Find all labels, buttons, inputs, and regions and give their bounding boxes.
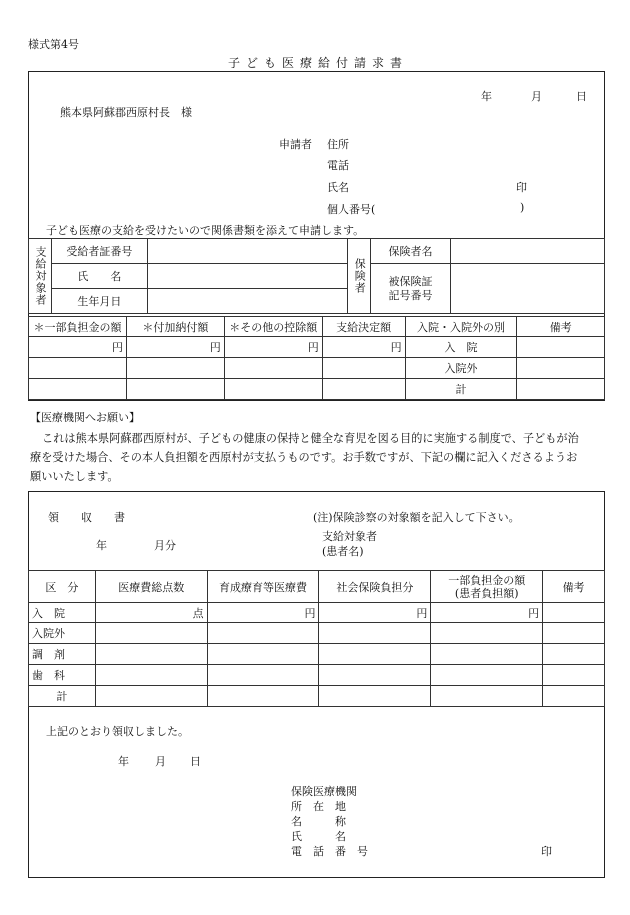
receipt-row-outpatient: 入院外 (29, 623, 96, 644)
receipt-cell[interactable] (319, 644, 431, 665)
notice-line3: 願いいたします。 (30, 470, 119, 483)
receipt-table (28, 570, 605, 707)
receipt-row-total: 計 (29, 686, 96, 707)
receipt-header-remarks: 備考 (543, 571, 605, 603)
cert-number-label: 受給者証番号 (52, 239, 148, 264)
receipt-period-year: 年 (96, 539, 107, 552)
applicant-my-number-close: ) (520, 201, 525, 214)
receipt-cell[interactable] (431, 665, 543, 686)
date-day: 日 (576, 90, 587, 103)
receipt-remarks-cell[interactable] (543, 603, 605, 623)
receipt-date-year: 年 (118, 755, 129, 768)
receipt-cell[interactable] (207, 644, 319, 665)
receipt-subject-2: (患者名) (322, 545, 364, 558)
row-inpatient: 入 院 (405, 337, 517, 358)
receipt-cell[interactable] (431, 623, 543, 644)
receipt-cell[interactable] (95, 665, 207, 686)
receipt-note: (注)保険診察の対象額を記入して下さい。 (313, 511, 520, 524)
receipt-cell[interactable] (207, 665, 319, 686)
amount-cell[interactable] (322, 358, 405, 379)
date-year: 年 (481, 90, 492, 103)
notice-line1: これは熊本県阿蘇郡西原村が、子どもの健康の保持と健全な育児を図る目的に実施する制度で、子どもが治 (42, 432, 579, 445)
person-name-label: 氏 名 (291, 830, 346, 843)
header-decided-amount: 支給決定額 (322, 317, 405, 337)
date-month: 月 (531, 90, 542, 103)
insured-cert-line1: 被保険証 (388, 274, 433, 288)
form-title: 子ども医療給付請求書 (228, 56, 409, 70)
institution-seal: 印 (541, 845, 552, 858)
receipt-cell[interactable] (431, 644, 543, 665)
receipt-cell[interactable] (207, 686, 319, 707)
receipt-cell[interactable] (95, 623, 207, 644)
yen-unit: 円 (126, 337, 224, 358)
receipt-subject-1: 支給対象者 (322, 530, 377, 543)
birth-cell[interactable] (147, 289, 348, 314)
receipt-title: 領 収 書 (48, 511, 125, 524)
row-total: 計 (405, 379, 517, 400)
receipt-remarks-cell[interactable] (543, 665, 605, 686)
location-label: 所 在 地 (291, 800, 346, 813)
receipt-cell[interactable] (319, 665, 431, 686)
applicant-seal: 印 (516, 181, 527, 194)
receipt-date-month: 月 (155, 755, 166, 768)
receipt-cell[interactable] (207, 623, 319, 644)
applicant-label: 申請者 (279, 138, 312, 151)
addressee: 熊本県阿蘇郡西原村長 様 (60, 106, 192, 119)
insured-cert-cell[interactable] (450, 264, 604, 314)
subject-table (28, 238, 605, 314)
receipt-header-partial (431, 571, 543, 603)
cert-number-cell[interactable] (147, 239, 348, 264)
amount-cell[interactable] (224, 379, 322, 400)
yen-unit: 円 (224, 337, 322, 358)
yen-unit: 円 (319, 603, 431, 623)
insured-cert-label (371, 264, 451, 314)
receipt-date-day: 日 (190, 755, 201, 768)
receipt-row-dispensing: 調 剤 (29, 644, 96, 665)
receipt-cell[interactable] (319, 686, 431, 707)
insurer-name-cell[interactable] (450, 239, 604, 264)
receipt-cell[interactable] (95, 644, 207, 665)
applicant-my-number: 個人番号( (327, 203, 376, 216)
yen-unit: 円 (322, 337, 405, 358)
header-remarks: 備考 (517, 317, 605, 337)
remarks-cell[interactable] (517, 379, 605, 400)
institution-label: 保険医療機関 (291, 785, 357, 798)
receipt-cell[interactable] (431, 686, 543, 707)
receipt-row-dental: 歯 科 (29, 665, 96, 686)
birth-label: 生年月日 (52, 289, 148, 314)
notice-title: 【医療機関へお願い】 (30, 411, 140, 424)
yen-unit: 円 (207, 603, 319, 623)
header-other-deduction: ＊その他の控除額 (224, 317, 322, 337)
telephone-label: 電 話 番 号 (291, 845, 368, 858)
insurer-name-label: 保険者名 (371, 239, 451, 264)
row-outpatient: 入院外 (405, 358, 517, 379)
received-statement: 上記のとおり領収しました。 (46, 725, 189, 738)
insured-label: 保険者 (348, 239, 371, 314)
institution-name-label: 名 称 (291, 815, 346, 828)
notice-line2: 療を受けた場合、その本人負担額を西原村が支払うものです。お手数ですが、下記の欄に記入くださるようお (30, 451, 578, 464)
receipt-header-partial-line1: 一部負担金の額 (448, 573, 526, 587)
amount-cell[interactable] (126, 358, 224, 379)
applicant-name: 氏名 (327, 181, 349, 194)
header-inpatient-type: 入院・入院外の別 (405, 317, 517, 337)
request-sentence: 子ども医療の支給を受けたいので関係書類を添えて申請します。 (46, 224, 365, 237)
header-partial-burden: ＊一部負担金の額 (29, 317, 127, 337)
receipt-row-inpatient: 入 院 (29, 603, 96, 623)
receipt-cell[interactable] (319, 623, 431, 644)
amount-cell[interactable] (29, 358, 127, 379)
receipt-header-rearing: 育成療育等医療費 (207, 571, 319, 603)
receipt-header-partial-line2: (患者負担額) (454, 586, 519, 600)
receipt-remarks-cell[interactable] (543, 644, 605, 665)
applicant-phone: 電話 (327, 159, 349, 172)
yen-unit: 円 (29, 337, 127, 358)
remarks-cell[interactable] (517, 358, 605, 379)
amount-cell[interactable] (224, 358, 322, 379)
receipt-remarks-cell[interactable] (543, 623, 605, 644)
remarks-cell[interactable] (517, 337, 605, 358)
amount-cell[interactable] (29, 379, 127, 400)
amount-cell[interactable] (126, 379, 224, 400)
amount-cell[interactable] (322, 379, 405, 400)
insured-cert-line2: 記号番号 (388, 288, 433, 302)
receipt-header-points: 医療費総点数 (95, 571, 207, 603)
yen-unit: 円 (431, 603, 543, 623)
point-unit: 点 (95, 603, 207, 623)
subject-name-label: 氏 名 (52, 264, 148, 289)
receipt-cell[interactable] (95, 686, 207, 707)
applicant-address: 住所 (327, 138, 349, 151)
receipt-remarks-cell[interactable] (543, 686, 605, 707)
subject-label: 支給対象者 (29, 239, 52, 314)
receipt-period-month: 月分 (154, 539, 176, 552)
receipt-header-category: 区 分 (29, 571, 96, 603)
form-number: 様式第4号 (28, 38, 79, 51)
payment-table (28, 316, 605, 400)
subject-name-cell[interactable] (147, 264, 348, 289)
receipt-header-social: 社会保険負担分 (319, 571, 431, 603)
header-additional-payment: ＊付加納付額 (126, 317, 224, 337)
